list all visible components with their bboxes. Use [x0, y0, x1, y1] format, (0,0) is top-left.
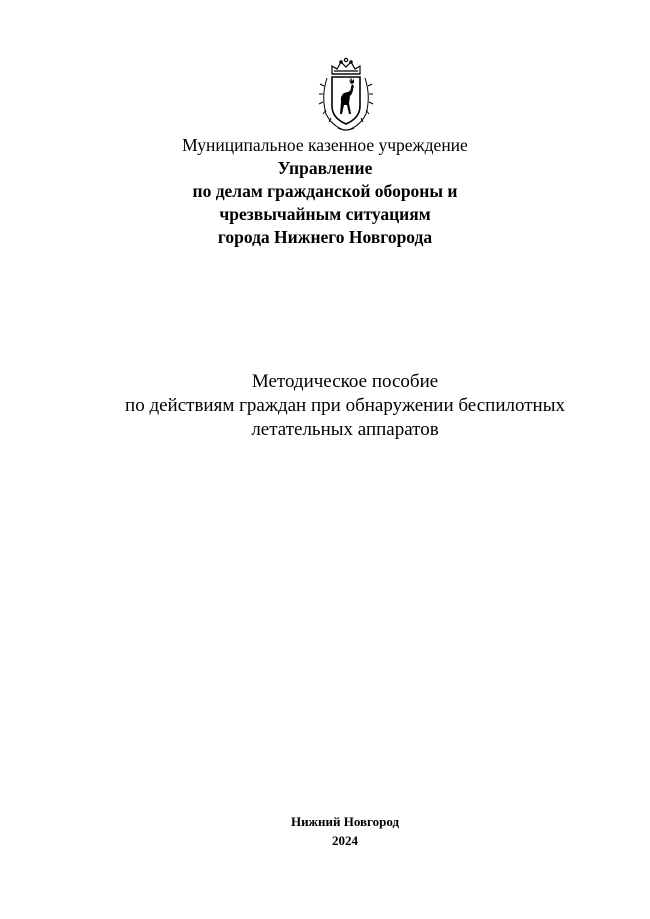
institution-header [0, 134, 650, 249]
title-line: по действиям граждан при обнаружении беспилотных [125, 395, 565, 416]
footer-year: 2024 [332, 833, 358, 848]
title-line: Методическое пособие [251, 371, 439, 392]
coat-of-arms-icon [318, 56, 374, 134]
header-line: Управление [277, 158, 373, 178]
header-line: по делам гражданской обороны и [192, 181, 458, 201]
footer-city: Нижний Новгород [290, 814, 400, 829]
institution-type: Муниципальное казенное учреждение [182, 135, 468, 155]
title-line: летательных аппаратов [251, 419, 439, 440]
document-footer [0, 812, 650, 850]
header-line: города Нижнего Новгорода [217, 227, 433, 247]
header-line: чрезвычайным ситуациям [219, 204, 431, 224]
document-title [0, 370, 650, 442]
